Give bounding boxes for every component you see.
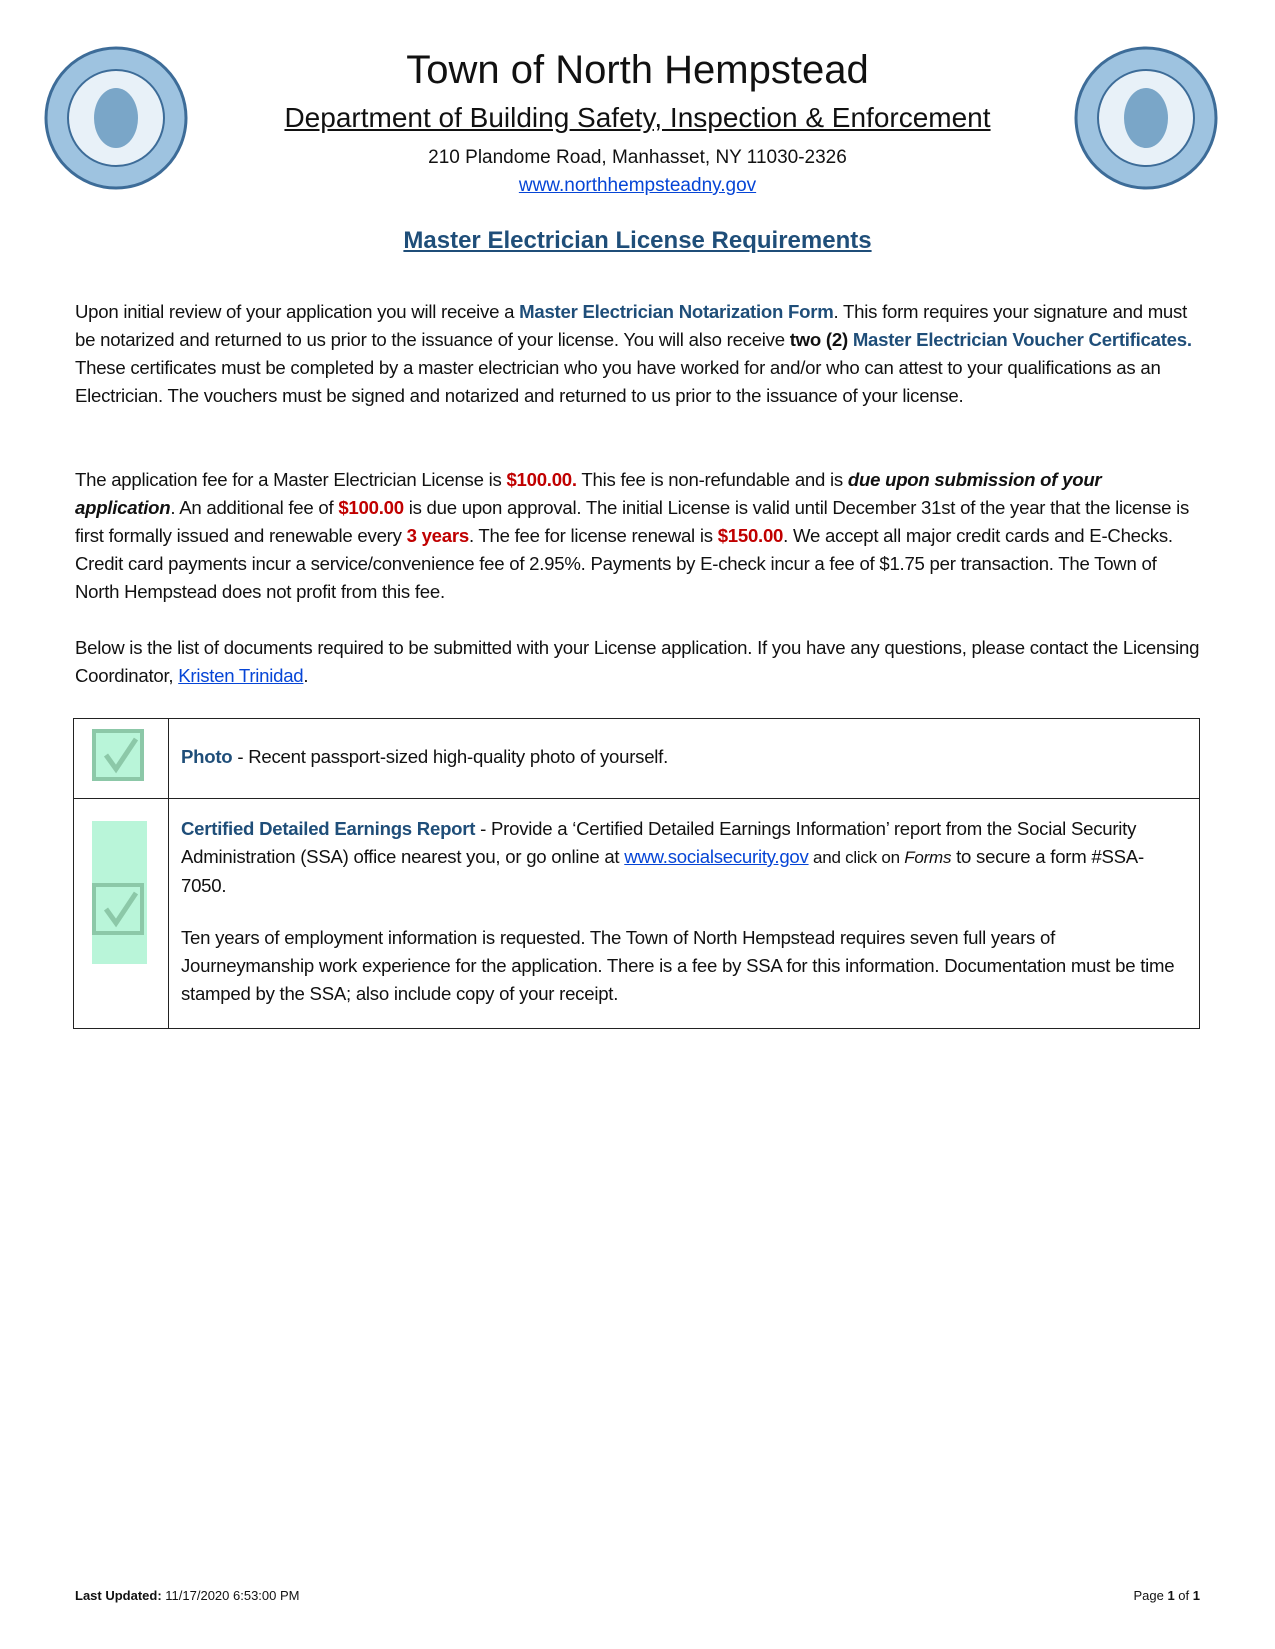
voucher-count: two (2) bbox=[789, 329, 848, 350]
checkbox-checked[interactable] bbox=[92, 729, 144, 781]
town-title: Town of North Hempstead bbox=[406, 48, 869, 92]
text: . We accept all major credit cards and E-Checks. Credit card payments incur a service/convenience fee of 2.95%. Payments by E-check incur a fee of $1.75 per transaction. The Town of North Hempstead does not profit from this fee. bbox=[75, 525, 1173, 602]
requirement-earnings-report bbox=[169, 799, 1200, 1029]
requirement-text: - Provide a ‘Certified Detailed Earnings Information’ report from the Social Security Administration (SSA) office nearest you, or go online at bbox=[181, 818, 1137, 867]
website-link[interactable]: www.northhempsteadny.gov bbox=[518, 175, 757, 196]
requirement-title: Certified Detailed Earnings Report bbox=[181, 818, 476, 839]
text: . This form requires your signature and must be notarized and returned to us prior to the issuance of your license. You will also receive bbox=[75, 301, 1187, 350]
document-title: Master Electrician License Requirements bbox=[403, 227, 872, 254]
forms-label: Forms bbox=[904, 848, 952, 867]
renewal-period: 3 years bbox=[406, 525, 469, 546]
last-updated-label: Last Updated: bbox=[75, 1588, 162, 1603]
town-seal-logo-left bbox=[44, 46, 188, 190]
checkbox-cell bbox=[74, 719, 169, 799]
page-number bbox=[1133, 1588, 1200, 1603]
requirement-photo bbox=[169, 719, 1200, 799]
application-fee: $100.00. bbox=[506, 469, 577, 490]
checkbox-checked[interactable] bbox=[92, 883, 144, 935]
renewal-fee: $150.00 bbox=[717, 525, 784, 546]
text: This fee is non-refundable and is bbox=[576, 469, 848, 490]
coordinator-link[interactable]: Kristen Trinidad bbox=[178, 665, 304, 686]
voucher-certificates-name: Master Electrician Voucher Certificates. bbox=[852, 329, 1192, 350]
requirements-table bbox=[73, 718, 1200, 1029]
requirement-text: to secure a form #SSA-7050. bbox=[181, 846, 1144, 896]
due-upon-submission: due upon submission of your application bbox=[75, 469, 1102, 518]
town-seal-logo-right bbox=[1074, 46, 1218, 190]
documents-paragraph bbox=[75, 634, 1200, 690]
requirement-title: Photo bbox=[181, 746, 233, 767]
checkmark-icon bbox=[100, 735, 140, 775]
last-updated-value: 11/17/2020 6:53:00 PM bbox=[161, 1588, 300, 1603]
requirement-text: - Recent passport-sized high-quality photo of yourself. bbox=[232, 746, 669, 767]
table-row bbox=[74, 719, 1200, 799]
department-name: Department of Building Safety, Inspection & Enforcement bbox=[284, 102, 991, 133]
text: Below is the list of documents required to be submitted with your License application. If you have any questions, please contact the Licensing Coordinator, bbox=[75, 637, 1200, 686]
text: . The fee for license renewal is bbox=[468, 525, 718, 546]
fee-paragraph bbox=[75, 466, 1200, 606]
text: of bbox=[1174, 1588, 1193, 1603]
address: 210 Plandome Road, Manhasset, NY 11030-2326 bbox=[428, 147, 847, 168]
checkbox-cell bbox=[74, 799, 169, 1029]
current-page: 1 bbox=[1167, 1588, 1175, 1603]
text: Upon initial review of your application you will receive a bbox=[75, 301, 520, 322]
text: is due upon approval. The initial License is valid until December 31st of the year that the license is first formally issued and renewable every bbox=[75, 497, 1190, 546]
checkmark-icon bbox=[100, 889, 140, 929]
requirement-note: Ten years of employment information is requested. The Town of North Hempstead requires seven full years of Journeymanship work experience for the application. There is a fee by SSA for this information. Documentation must be time stamped by the SSA; also include copy of your receipt. bbox=[181, 927, 1175, 1004]
text: These certificates must be completed by a master electrician who you have worked for and/or who can attest to your qualifications as an Electrician. The vouchers must be signed and notarized and returned to us prior to the issuance of your license. bbox=[75, 357, 1161, 406]
intro-paragraph bbox=[75, 298, 1200, 410]
approval-fee: $100.00 bbox=[338, 497, 404, 518]
notarization-form-name: Master Electrician Notarization Form bbox=[519, 301, 834, 322]
text: Page bbox=[1133, 1588, 1168, 1603]
table-row bbox=[74, 799, 1200, 1029]
text: . bbox=[303, 665, 309, 686]
total-pages: 1 bbox=[1192, 1588, 1200, 1603]
socialsecurity-link[interactable]: www.socialsecurity.gov bbox=[624, 846, 809, 867]
text: . An additional fee of bbox=[170, 497, 339, 518]
text: The application fee for a Master Electrician License is bbox=[75, 469, 507, 490]
last-updated bbox=[75, 1588, 299, 1603]
requirement-text: and click on bbox=[808, 848, 905, 867]
